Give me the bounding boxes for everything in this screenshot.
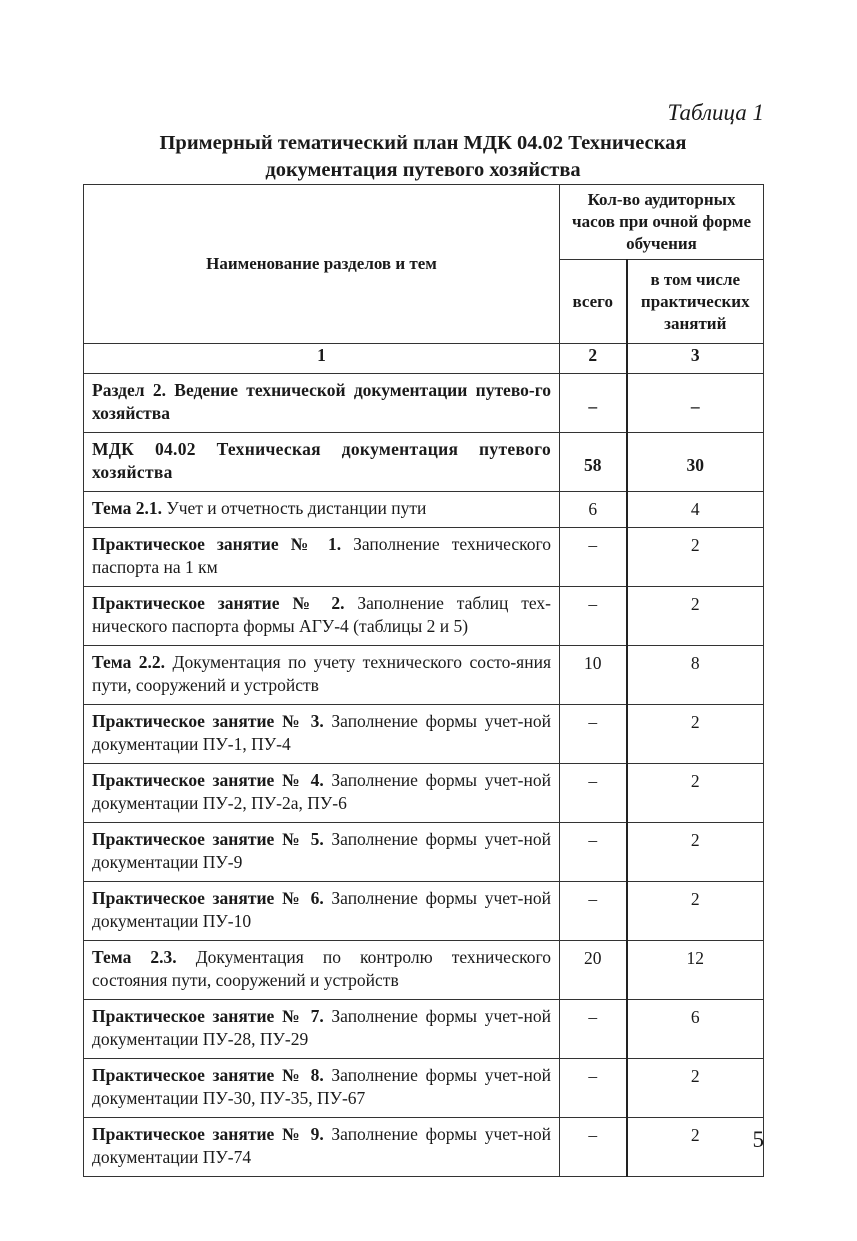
topic-name-cell (84, 882, 560, 941)
topic-label: Практическое занятие № 8. (92, 1065, 324, 1085)
topic-label: Практическое занятие № 5. (92, 829, 324, 849)
practical-hours-cell: 2 (627, 823, 764, 882)
title-line-2: документация путевого хозяйства (265, 159, 581, 181)
table-row (84, 528, 764, 587)
topic-description: Заполнение формы учет-ной документации ПУ-1, ПУ-4 (92, 711, 551, 754)
topic-label: Практическое занятие № 3. (92, 711, 324, 731)
topic-description: Заполнение формы учет-ной документации ПУ-28, ПУ-29 (92, 1006, 551, 1049)
practical-hours-cell: 30 (627, 433, 764, 492)
header-total: всего (560, 260, 627, 344)
page-number: 5 (752, 1127, 764, 1152)
practical-hours-cell: 2 (627, 1118, 764, 1177)
total-hours-cell: 20 (560, 941, 627, 1000)
practical-hours-cell: 8 (627, 646, 764, 705)
topic-description: Учет и отчетность дистанции пути (161, 498, 427, 518)
table-row (84, 1118, 764, 1177)
topic-label: Тема 2.1. (92, 498, 162, 518)
practical-hours-cell: 2 (627, 764, 764, 823)
topic-name-cell (84, 1000, 560, 1059)
table-row (84, 764, 764, 823)
topic-name-cell (84, 1059, 560, 1118)
header-practical: в том числе практических занятий (627, 260, 764, 344)
column-number-1: 1 (84, 344, 560, 374)
total-hours-cell: – (560, 823, 627, 882)
topic-label: Практическое занятие № 7. (92, 1006, 324, 1026)
total-hours-cell: – (560, 705, 627, 764)
practical-hours-cell: 12 (627, 941, 764, 1000)
topic-label: Раздел 2. Ведение технической документации путево-го хозяйства (92, 380, 551, 423)
table-row (84, 882, 764, 941)
topic-label: Тема 2.3. (92, 947, 177, 967)
topic-name-cell (84, 587, 560, 646)
topic-name-cell (84, 374, 560, 433)
header-name-column: Наименование разделов и тем (84, 185, 560, 344)
topic-name-cell (84, 764, 560, 823)
total-hours-cell: – (560, 764, 627, 823)
practical-hours-cell: 4 (627, 492, 764, 528)
practical-hours-cell: 6 (627, 1000, 764, 1059)
topic-description: Заполнение технического паспорта на 1 км (92, 534, 551, 577)
table-row (84, 587, 764, 646)
table-row (84, 433, 764, 492)
column-number-2: 2 (560, 344, 627, 374)
topic-name-cell (84, 941, 560, 1000)
topic-name-cell (84, 528, 560, 587)
total-hours-cell: – (560, 587, 627, 646)
total-hours-cell: 58 (560, 433, 627, 492)
practical-hours-cell: 2 (627, 587, 764, 646)
topic-name-cell (84, 823, 560, 882)
table-label: Таблица 1 (667, 100, 764, 125)
total-hours-cell: – (560, 528, 627, 587)
topic-description: Заполнение формы учет-ной документации ПУ-30, ПУ-35, ПУ-67 (92, 1065, 551, 1108)
table-row (84, 823, 764, 882)
topic-description: Заполнение формы учет-ной документации ПУ-74 (92, 1124, 551, 1167)
topic-description: Документация по контролю технического состояния пути, сооружений и устройств (92, 947, 552, 990)
table-row (84, 374, 764, 433)
topic-name-cell (84, 433, 560, 492)
topic-label: Практическое занятие № 4. (92, 770, 324, 790)
topic-description: Заполнение формы учет-ной документации ПУ-10 (92, 888, 551, 931)
column-number-3: 3 (627, 344, 764, 374)
practical-hours-cell: 2 (627, 528, 764, 587)
topic-description: Заполнение формы учет-ной документации ПУ-9 (92, 829, 551, 872)
topic-description: Документация по учету технического состо-яния пути, сооружений и устройств (92, 652, 551, 695)
topic-label: Практическое занятие № 9. (92, 1124, 324, 1144)
topic-description: Заполнение таблиц тех-нического паспорта формы АГУ-4 (таблицы 2 и 5) (92, 593, 551, 636)
topic-label: Тема 2.2. (92, 652, 166, 672)
table-row (84, 646, 764, 705)
practical-hours-cell: 2 (627, 1059, 764, 1118)
column-number-row (84, 344, 764, 374)
topic-label: Практическое занятие № 6. (92, 888, 324, 908)
total-hours-cell: – (560, 882, 627, 941)
total-hours-cell: – (560, 1000, 627, 1059)
thematic-plan-table (83, 184, 764, 1177)
topic-label: МДК 04.02 Техническая документация путевого хозяйства (92, 439, 551, 482)
topic-label: Практическое занятие № 1. (92, 534, 342, 554)
practical-hours-cell: 2 (627, 882, 764, 941)
practical-hours-cell: – (627, 374, 764, 433)
title-line-1: Примерный тематический план МДК 04.02 Техническая (159, 132, 687, 154)
table-row (84, 705, 764, 764)
topic-name-cell (84, 705, 560, 764)
total-hours-cell: – (560, 374, 627, 433)
total-hours-cell: – (560, 1059, 627, 1118)
table-row (84, 1000, 764, 1059)
table-row (84, 1059, 764, 1118)
topic-name-cell (84, 1118, 560, 1177)
total-hours-cell: – (560, 1118, 627, 1177)
table-title (83, 130, 763, 184)
total-hours-cell: 6 (560, 492, 627, 528)
header-hours-group: Кол-во аудиторных часов при очной форме обучения (560, 185, 764, 260)
topic-name-cell (84, 492, 560, 528)
topic-name-cell (84, 646, 560, 705)
topic-description: Заполнение формы учет-ной документации ПУ-2, ПУ-2а, ПУ-6 (92, 770, 551, 813)
table-row (84, 941, 764, 1000)
total-hours-cell: 10 (560, 646, 627, 705)
practical-hours-cell: 2 (627, 705, 764, 764)
topic-label: Практическое занятие № 2. (92, 593, 345, 613)
table-row (84, 492, 764, 528)
